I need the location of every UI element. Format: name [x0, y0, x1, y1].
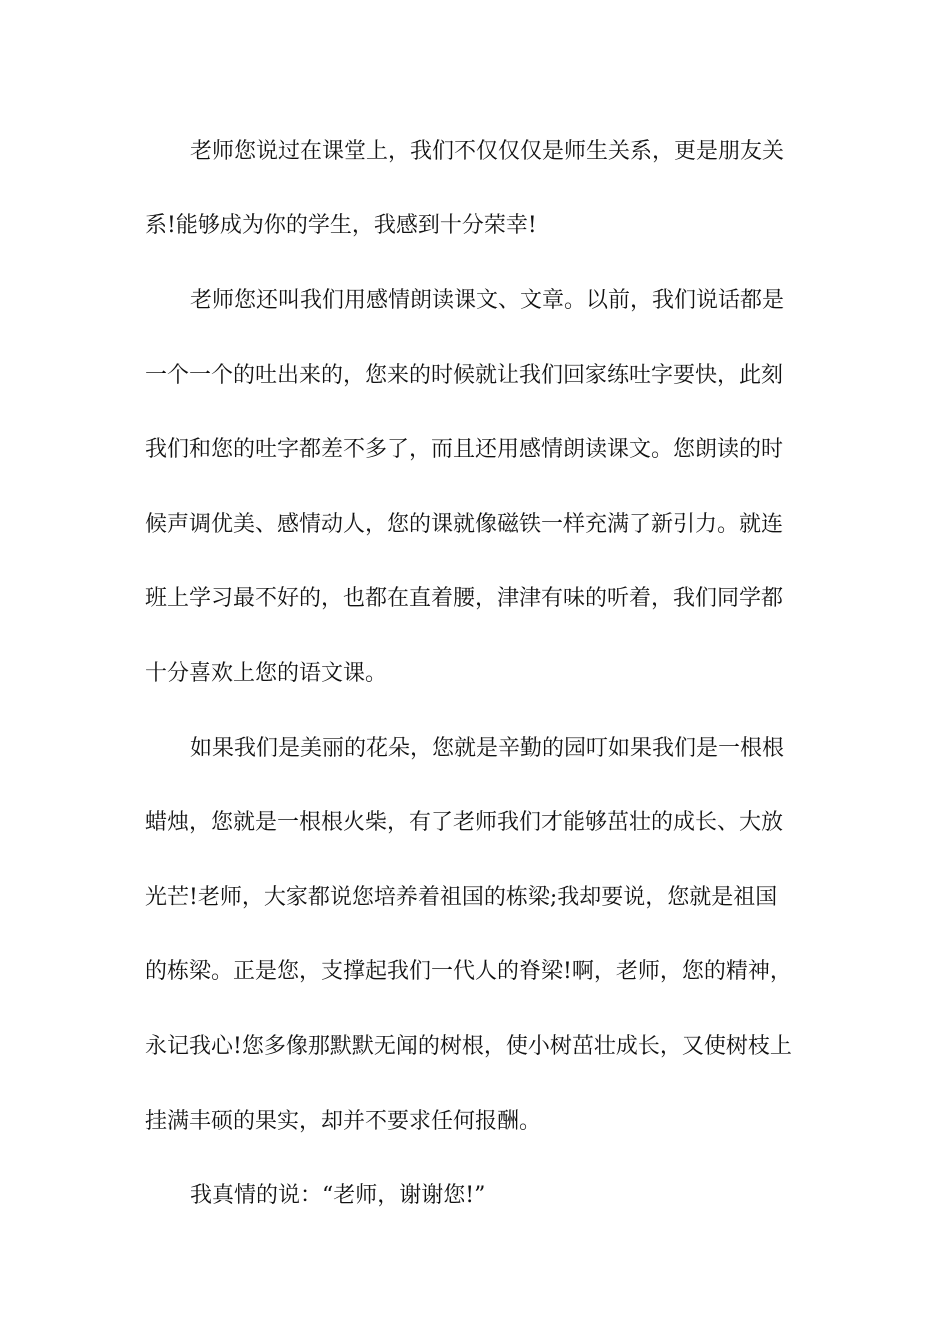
- paragraph-2-line-2: 一个一个的吐出来的，您来的时候就让我们回家练吐字要快，此刻: [145, 363, 784, 388]
- paragraph-4-line-1: 我真情的说：“老师，谢谢您!”: [190, 1183, 486, 1208]
- paragraph-2-line-6: 十分喜欢上您的语文课。: [145, 661, 388, 686]
- paragraph-2-line-4: 候声调优美、感情动人，您的课就像磁铁一样充满了新引力。就连: [145, 512, 784, 537]
- paragraph-2-line-5: 班上学习最不好的，也都在直着腰，津津有味的听着，我们同学都: [145, 586, 784, 611]
- paragraph-3-line-5: 永记我心!您多像那默默无闻的树根，使小树茁壮成长，又使树枝上: [145, 1034, 792, 1059]
- paragraph-3-line-3: 光芒!老师，大家都说您培养着祖国的栋梁;我却要说，您就是祖国: [145, 885, 778, 910]
- paragraph-1-line-1: 老师您说过在课堂上，我们不仅仅仅是师生关系，更是朋友关: [190, 139, 785, 164]
- paragraph-3-line-6: 挂满丰硕的果实，却并不要求任何报酬。: [145, 1109, 542, 1134]
- paragraph-2-line-3: 我们和您的吐字都差不多了，而且还用感情朗读课文。您朗读的时: [145, 437, 784, 462]
- paragraph-1-line-2: 系!能够成为你的学生，我感到十分荣幸!: [145, 213, 537, 238]
- paragraph-3-line-1: 如果我们是美丽的花朵，您就是辛勤的园叮如果我们是一根根: [190, 736, 785, 761]
- paragraph-3-line-4: 的栋梁。正是您，支撑起我们一代人的脊梁!啊，老师，您的精神，: [145, 959, 792, 984]
- paragraph-3-line-2: 蜡烛，您就是一根根火柴，有了老师我们才能够茁壮的成长、大放: [145, 810, 784, 835]
- paragraph-2-line-1: 老师您还叫我们用感情朗读课文、文章。以前，我们说话都是: [190, 288, 785, 313]
